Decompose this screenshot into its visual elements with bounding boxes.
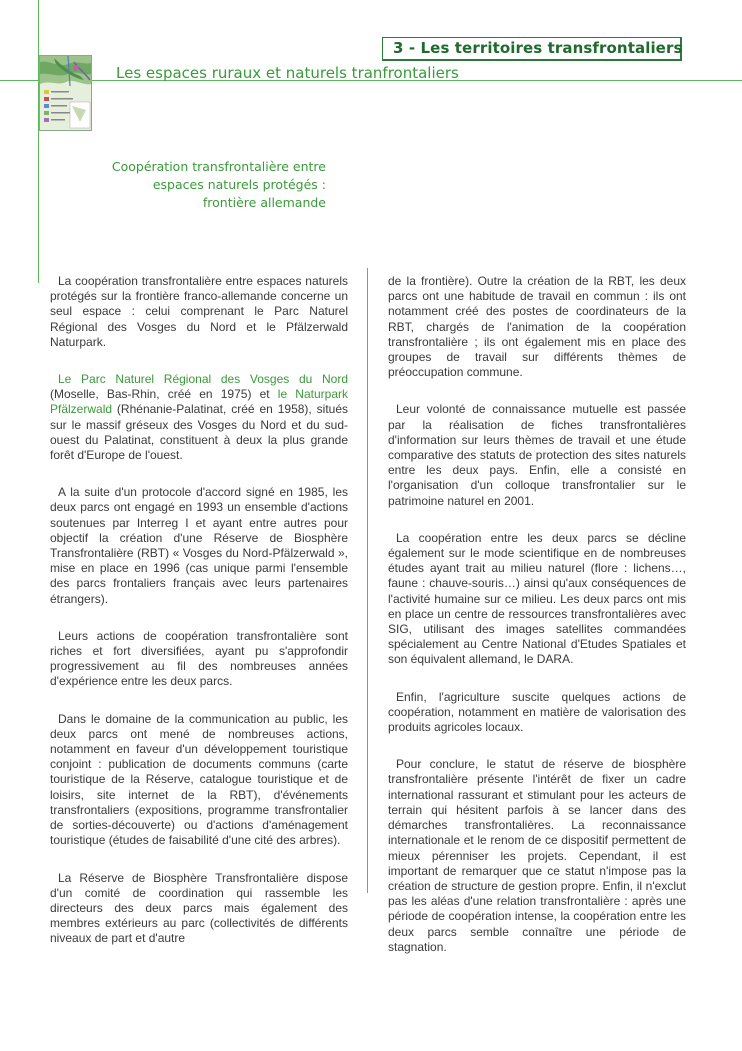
margin-vertical-rule: [38, 0, 39, 283]
map-thumbnail-icon: [39, 55, 92, 131]
topic-line-1: Coopération transfrontalière entre: [111, 159, 326, 174]
left-column: [50, 274, 348, 969]
paragraph: La Réserve de Biosphère Transfrontalière dispose d'un comité de coordination qui rassemble les directeurs des deux parcs mais également des membres extérieurs au parc (collectivités de différents niveaux de part et d'autre: [50, 870, 348, 946]
highlight-park-vosges: Le Parc Naturel Régional des Vosges du Nord: [58, 372, 348, 387]
paragraph: A la suite d'un protocole d'accord signé en 1985, les deux parcs ont engagé en 1993 un ensemble d'actions soutenues par Interreg I et ayant entre autres pour objectif la création d'une Réserve de Biosphère Transfrontalière (RBT) « Vosges du Nord-Pfälzerwald », mise en place en 1996 (cas unique parmi l'ensemble des parcs frontaliers français avec leurs partenaires étrangers).: [50, 485, 348, 606]
highlight-park-pfalzerwald: le Naturpark Pfälzerwald: [50, 387, 348, 417]
section-title: 3 - Les territoires transfrontaliers: [393, 39, 683, 57]
paragraph-text: (Moselle, Bas-Rhin, créé en 1975) et: [50, 387, 278, 402]
paragraph: Pour conclure, le statut de réserve de biosphère transfrontalière présente l'intérêt de fixer un cadre international rassurant et stimulant pour les acteurs de terrain qui hésitent parfois à se lancer dans des démarches transfrontalières. La reconnaissance internationale et le renom de ce dispositif permettent de mieux pérenniser les projets. Cependant, il est important de remarquer que ce statut n'impose pas la création de structure de gestion propre. Enfin, il n'exclut pas les aléas d'une relation transfrontalière : après une période de coopération intense, la coopération entre les deux parcs semble connaître une période de stagnation.: [388, 757, 686, 954]
topic-heading: [70, 158, 326, 212]
paragraph: de la frontière). Outre la création de la RBT, les deux parcs ont une habitude de travail en commun : ils ont notamment créé des postes de coordinateurs de la RBT, chargés de l'animation de la coopération transfrontalière ; ils ont également mis en place des groupes de travail sur différents thèmes de préoccupation commune.: [388, 274, 686, 380]
topic-line-2: espaces naturels protégés :: [152, 177, 326, 192]
subheading: Les espaces ruraux et naturels tranfrontaliers: [116, 64, 459, 82]
paragraph: Enfin, l'agriculture suscite quelques actions de coopération, notamment en matière de valorisation des produits agricoles locaux.: [388, 689, 686, 735]
paragraph: Leurs actions de coopération transfrontalière sont riches et fort diversifiées, ayant pu s'approfondir progressivement au fil des nombreuses années d'expérience entre les deux parcs.: [50, 628, 348, 689]
right-column: [388, 274, 686, 977]
paragraph: Dans le domaine de la communication au public, les deux parcs ont mené de nombreuses actions, notamment en faveur d'un développement touristique conjoint : publication de documents communs (carte touristique de la Réserve, catalogue touristique et de loisirs, site internet de la RBT), d'événements transfrontaliers (expositions, programme transfrontalier de sorties-découverte) ou d'actions d'aménagement touristique (études de faisabilité d'une cité des arbres).: [50, 711, 348, 848]
paragraph: La coopération entre les deux parcs se décline également sur le mode scientifique en de nombreuses études ayant trait au milieu naturel (flore : lichens…, faune : chauve-souris…) ainsi qu'aux conséquences de l'activité humaine sur ce milieu. Les deux parcs ont mis en place un centre de ressources transfrontalières avec SIG, utilisant des images satellites commandées spécialement au Centre National d'Etudes Spatiales et son équivalent allemand, le DARA.: [388, 530, 686, 667]
paragraph: [50, 372, 348, 463]
paragraph: La coopération transfrontalière entre espaces naturels protégés sur la frontière franco-allemande concerne un seul espace : celui comprenant le Parc Naturel Régional des Vosges du Nord et le Pfälzerwald Naturpark.: [50, 274, 348, 349]
paragraph-text: (Rhénanie-Palatinat, créé en 1958), situés sur le massif gréseux des Vosges du Nord et du sud-ouest du Palatinat, constituent à deux la plus grande forêt d'Europe de l'ouest.: [50, 402, 348, 463]
paragraph: Leur volonté de connaissance mutuelle est passée par la réalisation de fiches transfrontalières d'information sur leurs thèmes de travail et une étude comparative des statuts de protection des sites naturels entre les deux pays. Enfin, elle a consisté en l'organisation d'un colloque transfrontalier sur le patrimoine naturel en 2001.: [388, 402, 686, 508]
column-divider-rule: [367, 268, 368, 893]
topic-line-3: frontière allemande: [202, 195, 326, 210]
section-title-box: [382, 37, 682, 61]
